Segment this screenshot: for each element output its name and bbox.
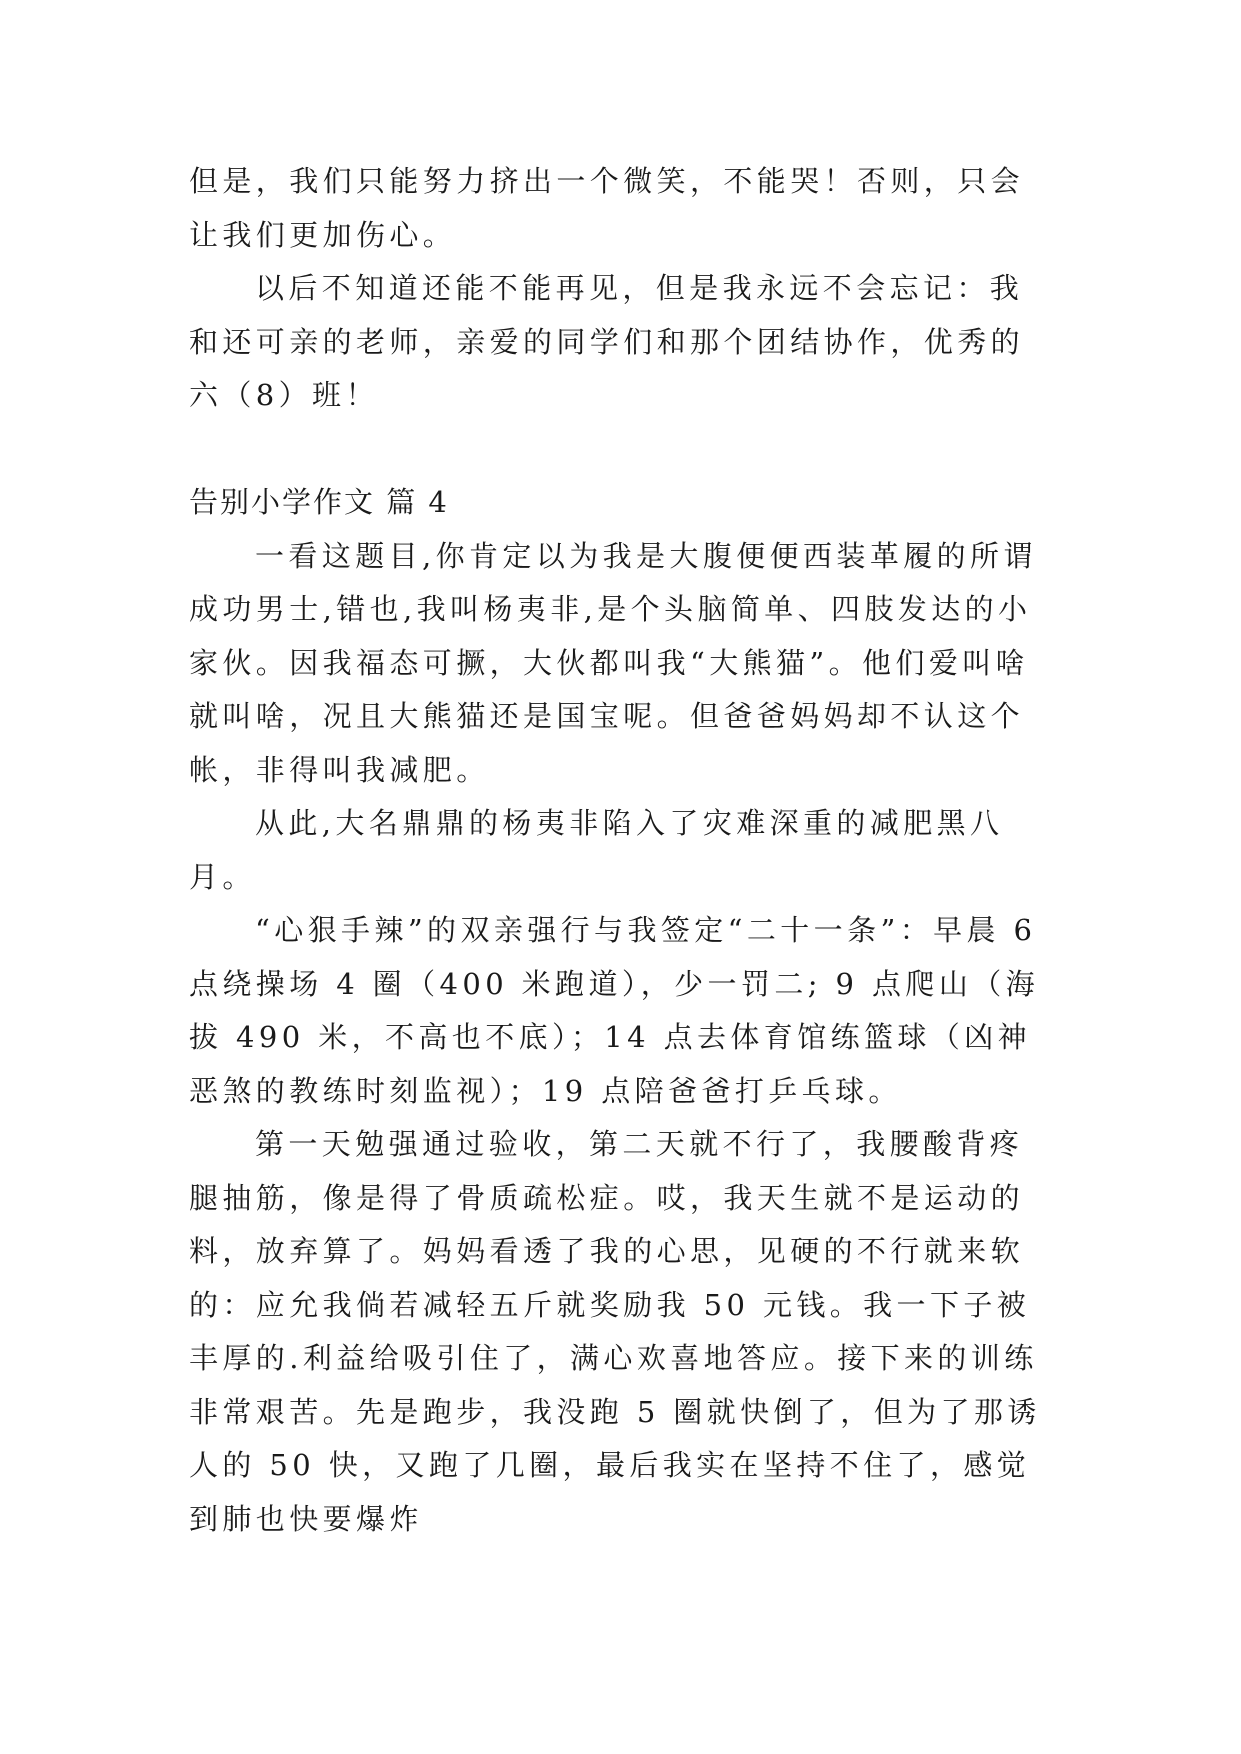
- section-heading: 告别小学作文 篇 4: [189, 485, 449, 519]
- paragraph-2: 以后不知道还能不能再见，但是我永远不会忘记：我和还可亲的老师，亲爱的同学们和那个团结协作，优秀的六（8）班！: [189, 271, 1025, 412]
- document-body: [189, 155, 1051, 1546]
- paragraph-6: 第一天勉强通过验收，第二天就不行了，我腰酸背疼腿抽筋，像是得了骨质疏松症。哎，我天生就不是运动的料，放弃算了。妈妈看透了我的心思，见硬的不行就来软的：应允我倘若减轻五斤就奖励我 50 元钱。我一下子被丰厚的.利益给吸引住了，满心欢喜地答应。接下来的训练非常艰苦。先是跑步，我没跑 5 圈就快倒了，但为了那诱人的 50 快，又跑了几圈，最后我实在坚持不住了，感觉到肺也快要爆炸: [189, 1127, 1041, 1536]
- paragraph-3: 一看这题目,你肯定以为我是大腹便便西装革履的所谓成功男士,错也,我叫杨夷非,是个头脑简单、四肢发达的小家伙。因我福态可撅，大伙都叫我“大熊猫”。他们爱叫啥就叫啥，况且大熊猫还是国宝呢。但爸爸妈妈却不认这个帐，非得叫我减肥。: [189, 538, 1037, 787]
- section-gap: [189, 423, 1051, 477]
- paragraph-1: 但是，我们只能努力挤出一个微笑，不能哭！否则，只会让我们更加伤心。: [189, 164, 1025, 252]
- paragraph-5: “心狠手辣”的双亲强行与我签定“二十一条”：早晨 6 点绕操场 4 圈（400 米跑道），少一罚二; 9 点爬山（海拔 490 米，不高也不底）；14 点去体育馆练篮球（凶神恶煞的教练时刻监视）；19 点陪爸爸打乒乓球。: [189, 913, 1040, 1108]
- paragraph-4: 从此,大名鼎鼎的杨夷非陷入了灾难深重的减肥黑八月。: [189, 806, 1004, 894]
